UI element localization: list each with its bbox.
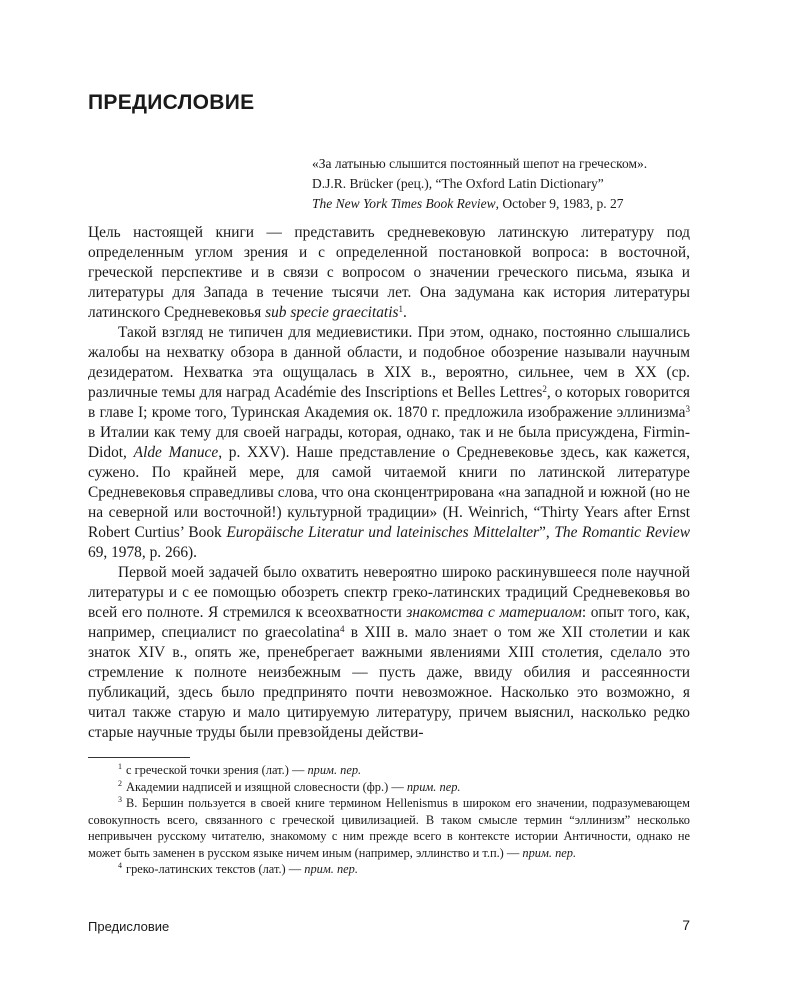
- epigraph-quote: «За латынью слышится постоянный шепот на греческом».: [312, 156, 648, 171]
- epigraph-source: [312, 194, 722, 214]
- epigraph-author: D.J.R. Brücker (рец.), “The Oxford Latin Dictionary”: [312, 176, 604, 191]
- page-number: 7: [682, 917, 690, 933]
- paragraph-text: в Италии как тему для своей награды, которая, однако, так и не была присуждена, Firmin-Didot,: [88, 424, 690, 461]
- paragraph-text: Цель настоящей книги — представить средневековую латинскую литературу под определенным углом зрения и с определенной постановкой вопроса: в восточной, греческой перспективе и в связи с вопросом о значении греческого письма, языка и литературы для Запада в течение тысячи лет. Она задумана как история литературы латинского Средневековья: [88, 224, 690, 321]
- epigraph-source-details: , October 9, 1983, p. 27: [495, 196, 624, 211]
- footnote-ref-3: 3: [685, 404, 690, 414]
- footnotes: [88, 762, 690, 878]
- paragraph-3: [88, 563, 690, 743]
- footnote-number: 3: [118, 795, 122, 804]
- footnote-divider: [88, 757, 190, 758]
- translator-note: прим. пер.: [522, 845, 577, 860]
- paragraph-text: в XIII в. мало знает о том же XII столетии и как знаток XIV в., опять же, пренебрегает важными явлениями XIII столетия, сделало это стремление к полноте неизбежным — пусть даже, ввиду обилия и рассеянности публикаций, здесь было предпринято почти невозможное. Насколько это возможно, я читал также старую и мало цитируемую литературу, причем выяснил, насколько редко старые научные труды были превзойдены действи-: [88, 624, 690, 741]
- footnote-text: В. Бершин пользуется в своей книге термином Hellenismus в широком его значении, подразумевающем совокупность всего, связанного с греческой цивилизацией. В таком смысле термин “эллинизм” несколько непривычен русскому читателю, знакомому с ним прежде всего в контексте истории Античности, однако не может быть заменен в русском языке ничем иным (например, эллинство и т.п.) —: [88, 796, 690, 860]
- translator-note: прим. пер.: [406, 779, 461, 794]
- footnote-ref-2: 2: [542, 384, 547, 394]
- footnote-2: [88, 779, 690, 796]
- footnote-ref-4: 4: [340, 624, 345, 634]
- italic-title: Europäische Literatur und lateinisches Mittelalter: [226, 524, 540, 541]
- footnote-text: Академии надписей и изящной словесности (фр.) —: [126, 779, 407, 794]
- paragraph-text: Первой моей задачей было охватить невероятно широко раскинувшееся поле научной литературы и с ее помощью обозреть спектр греко-латинских традиций Средневековья во всей его полноте. Я стремился к всеохватности: [88, 564, 690, 621]
- italic-title: The Romantic Review: [554, 524, 690, 541]
- latin-phrase: sub specie graecitatis: [265, 304, 399, 321]
- footnote-text: с греческой точки зрения (лат.) —: [126, 763, 308, 777]
- footnote-number: 1: [118, 762, 122, 771]
- epigraph: [312, 154, 722, 214]
- paragraph-text: , p. XXV). Наше представление о Средневековье здесь, как кажется, сужено. По крайней мере, для самой читаемой книги по латинской литературе Средневековья справедливы слова, что она сконцентрирована «на западной и южной (но не на северной или восточной!) культурной традиции» (H. Weinrich, “Thirty Years after Ernst Robert Curtius’ Book: [88, 444, 690, 541]
- footnote-number: 4: [118, 861, 122, 870]
- footnote-1: [88, 762, 690, 779]
- paragraph-text: ”,: [539, 524, 555, 541]
- footnote-4: [88, 861, 690, 878]
- translator-note: прим. пер.: [304, 862, 358, 876]
- italic-title: Alde Manuce: [133, 444, 219, 461]
- paragraph-1: [88, 223, 690, 323]
- footnote-ref-1: 1: [398, 304, 403, 314]
- chapter-heading: ПРЕДИСЛОВИЕ: [88, 91, 255, 114]
- footnote-text: греко-латинских текстов (лат.) —: [126, 862, 305, 876]
- footnote-number: 2: [118, 778, 122, 788]
- paragraph-text: 69, 1978, p. 266).: [88, 544, 198, 561]
- footnote-3: [88, 795, 690, 861]
- paragraph-text: , о которых говорится в главе I; кроме того, Туринская Академия ок. 1870 г. предложила изображение эллинизма: [88, 384, 690, 421]
- italic-phrase: знакомства с материалом: [406, 604, 582, 621]
- translator-note: прим. пер.: [307, 763, 362, 777]
- body-text: [88, 223, 690, 743]
- paragraph-text: .: [402, 304, 407, 321]
- epigraph-source-title: The New York Times Book Review: [312, 196, 496, 211]
- paragraph-text: Такой взгляд не типичен для медиевистики. При этом, однако, постоянно слышались жалобы на нехватку обзора в данной области, и подобное обозрение называли научным дезидератом. Нехватка эта ощущалась в XIX в., вероятно, сильнее, чем в XX (ср. различные темы для наград Académie des Inscriptions et Belles Lettres: [88, 324, 690, 401]
- paragraph-2: [88, 323, 690, 563]
- running-footer-title: Предисловие: [88, 919, 170, 934]
- paragraph-text: : опыт того, как, например, специалист по graecolatina: [88, 604, 690, 641]
